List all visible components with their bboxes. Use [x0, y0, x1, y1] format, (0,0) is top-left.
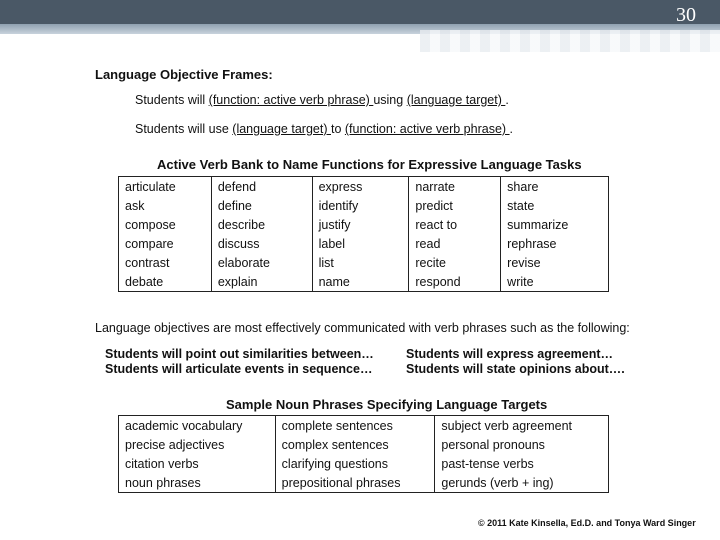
table-cell: describe: [211, 215, 312, 234]
frame-1-prefix: Students will: [135, 93, 209, 107]
table-row: [119, 215, 609, 234]
table-cell: past-tense verbs: [435, 454, 609, 473]
table-cell: noun phrases: [119, 473, 276, 493]
noun-phrases-title: Sample Noun Phrases Specifying Language Targets: [226, 397, 548, 412]
table-cell: name: [312, 272, 409, 292]
table-cell: express: [312, 177, 409, 197]
table-cell: citation verbs: [119, 454, 276, 473]
verb-phrase-paragraph: Language objectives are most effectively communicated with verb phrases such as the following:: [95, 321, 630, 335]
table-row: [119, 473, 609, 493]
table-cell: prepositional phrases: [275, 473, 435, 493]
frames-heading: Language Objective Frames:: [95, 67, 273, 82]
table-cell: academic vocabulary: [119, 416, 276, 436]
table-cell: read: [409, 234, 501, 253]
table-cell: elaborate: [211, 253, 312, 272]
table-row: [119, 272, 609, 292]
table-cell: defend: [211, 177, 312, 197]
table-cell: articulate: [119, 177, 212, 197]
table-cell: summarize: [501, 215, 609, 234]
table-cell: gerunds (verb + ing): [435, 473, 609, 493]
table-row: [119, 416, 609, 436]
example-phrase: Students will state opinions about….: [406, 362, 625, 376]
table-cell: predict: [409, 196, 501, 215]
table-cell: narrate: [409, 177, 501, 197]
table-cell: compare: [119, 234, 212, 253]
table-cell: discuss: [211, 234, 312, 253]
table-cell: react to: [409, 215, 501, 234]
copyright-notice: © 2011 Kate Kinsella, Ed.D. and Tonya Ward Singer: [478, 518, 696, 528]
table-row: [119, 234, 609, 253]
table-cell: ask: [119, 196, 212, 215]
verb-bank-table: [118, 176, 609, 292]
table-cell: personal pronouns: [435, 435, 609, 454]
frame-line-2: [135, 122, 513, 136]
table-cell: subject verb agreement: [435, 416, 609, 436]
frame-2-prefix: Students will use: [135, 122, 233, 136]
table-cell: define: [211, 196, 312, 215]
table-cell: explain: [211, 272, 312, 292]
example-phrase: Students will express agreement…: [406, 347, 614, 361]
table-cell: contrast: [119, 253, 212, 272]
table-cell: justify: [312, 215, 409, 234]
table-row: [119, 177, 609, 197]
slide-number: 30: [676, 4, 696, 26]
verb-bank-title: Active Verb Bank to Name Functions for Expressive Language Tasks: [157, 157, 582, 172]
frame-1-blank-1: (function: active verb phrase): [208, 93, 374, 107]
table-cell: respond: [409, 272, 501, 292]
table-cell: identify: [312, 196, 409, 215]
table-row: [119, 253, 609, 272]
frame-1-blank-2: (language target): [406, 93, 506, 107]
table-cell: clarifying questions: [275, 454, 435, 473]
title-bar: [0, 0, 720, 26]
frame-line-1: [135, 93, 509, 107]
table-cell: precise adjectives: [119, 435, 276, 454]
table-row: [119, 435, 609, 454]
table-cell: revise: [501, 253, 609, 272]
frame-2-blank-2: (function: active verb phrase): [344, 122, 510, 136]
table-row: [119, 454, 609, 473]
frame-2-suffix: .: [509, 122, 514, 136]
noun-phrases-table: [118, 415, 609, 493]
frame-1-mid: using: [373, 93, 407, 107]
decorative-stripe: [420, 30, 720, 52]
frame-2-blank-1: (language target): [232, 122, 331, 136]
table-cell: rephrase: [501, 234, 609, 253]
example-phrase: Students will articulate events in sequence…: [105, 362, 373, 376]
table-cell: debate: [119, 272, 212, 292]
table-cell: label: [312, 234, 409, 253]
example-phrase: Students will point out similarities between…: [105, 347, 374, 361]
table-cell: share: [501, 177, 609, 197]
table-cell: complex sentences: [275, 435, 435, 454]
table-cell: write: [501, 272, 609, 292]
table-cell: compose: [119, 215, 212, 234]
frame-2-mid: to: [330, 122, 345, 136]
table-cell: recite: [409, 253, 501, 272]
table-cell: complete sentences: [275, 416, 435, 436]
table-row: [119, 196, 609, 215]
frame-1-suffix: .: [505, 93, 509, 107]
table-cell: state: [501, 196, 609, 215]
table-cell: list: [312, 253, 409, 272]
